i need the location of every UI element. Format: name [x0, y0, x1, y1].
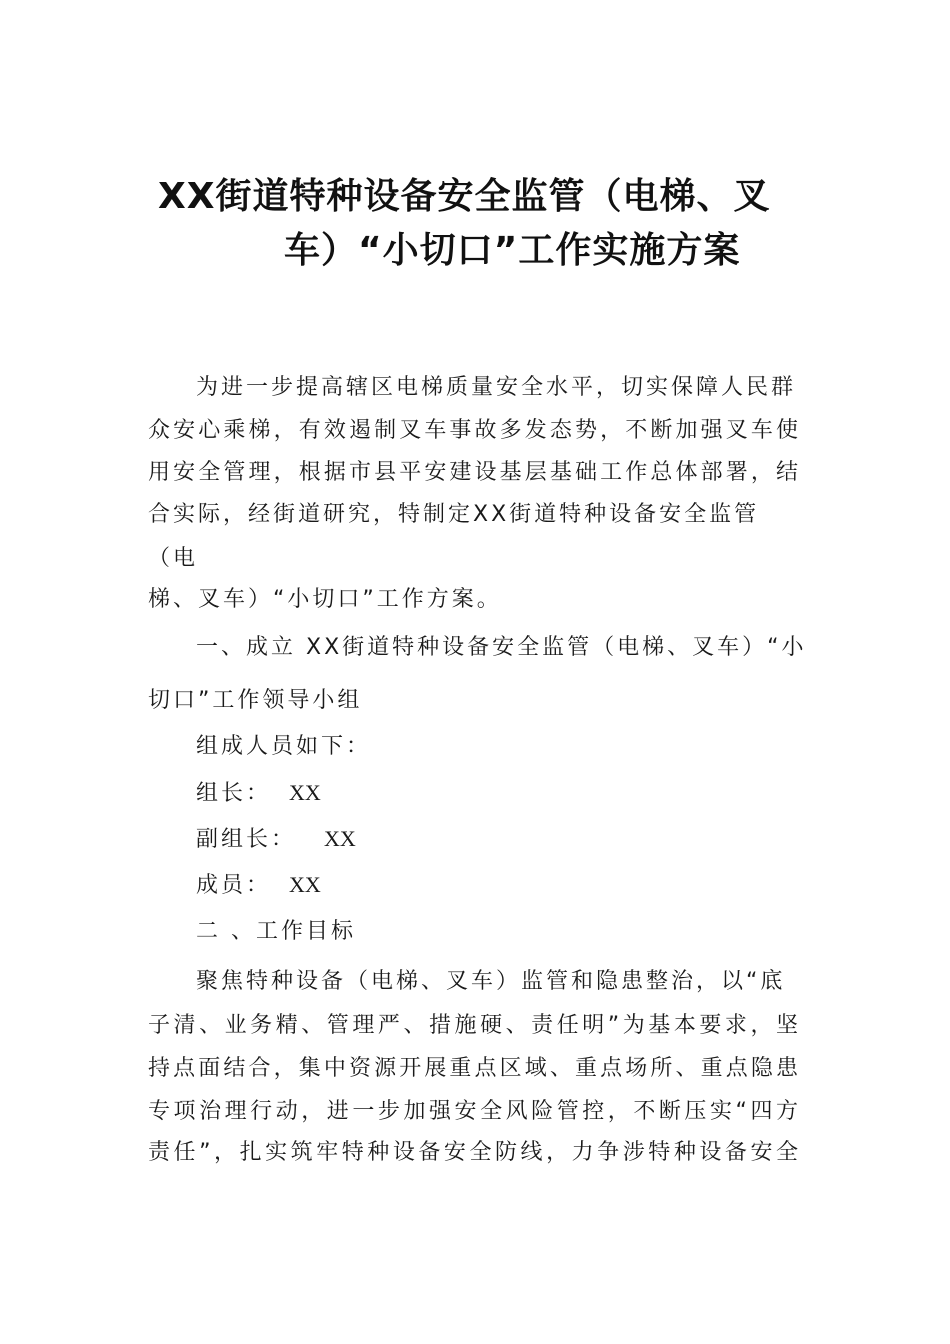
leader-row: [196, 776, 321, 807]
section2-line-1: 聚焦特种设备（电梯、叉车）监管和隐患整治，以“底: [196, 969, 786, 994]
section2-line-4: 专项治理行动，进一步加强安全风险管控，不断压实“四方: [148, 1099, 800, 1124]
section2-heading: 二 、工作目标: [196, 919, 356, 944]
intro-line-3: 用安全管理，根据市县平安建设基层基础工作总体部署，结: [148, 460, 800, 485]
intro-line-1: 为进一步提高辖区电梯质量安全水平，切实保障人民群: [196, 375, 797, 400]
section1-heading-line-2: 切口”工作领导小组: [148, 688, 363, 713]
deputy-label: 副组长：: [196, 827, 297, 852]
section1-heading-line-1: 一、成立 XX街道特种设备安全监管（电梯、叉车）“小: [196, 635, 807, 660]
deputy-value: XX: [324, 826, 356, 851]
leader-value: XX: [289, 780, 321, 805]
intro-line-6: 梯、叉车）“小切口”工作方案。: [148, 587, 502, 612]
members-value: XX: [289, 872, 321, 897]
members-label: 成员：: [196, 873, 272, 898]
section2-line-5: 责任”，扎实筑牢特种设备安全防线，力争涉特种设备安全: [148, 1140, 800, 1165]
members-row: [196, 868, 321, 899]
deputy-row: [196, 822, 356, 853]
leader-label: 组长：: [196, 781, 272, 806]
intro-line-4: 合实际，经街道研究，特制定XX街道特种设备安全监管: [148, 502, 760, 527]
intro-line-2: 众安心乘梯，有效遏制叉车事故多发态势，不断加强叉车使: [148, 418, 800, 443]
intro-line-5: （电: [148, 546, 199, 571]
section2-line-3: 持点面结合，集中资源开展重点区域、重点场所、重点隐患: [148, 1056, 800, 1081]
members-intro: 组成人员如下：: [196, 734, 372, 759]
document-title-line-2: 车）“小切口”工作实施方案: [284, 230, 741, 271]
section2-line-2: 子清、业务精、管理严、措施硬、责任明”为基本要求，坚: [148, 1013, 800, 1038]
document-title-line-1: XX街道特种设备安全监管（电梯、叉: [158, 176, 771, 217]
